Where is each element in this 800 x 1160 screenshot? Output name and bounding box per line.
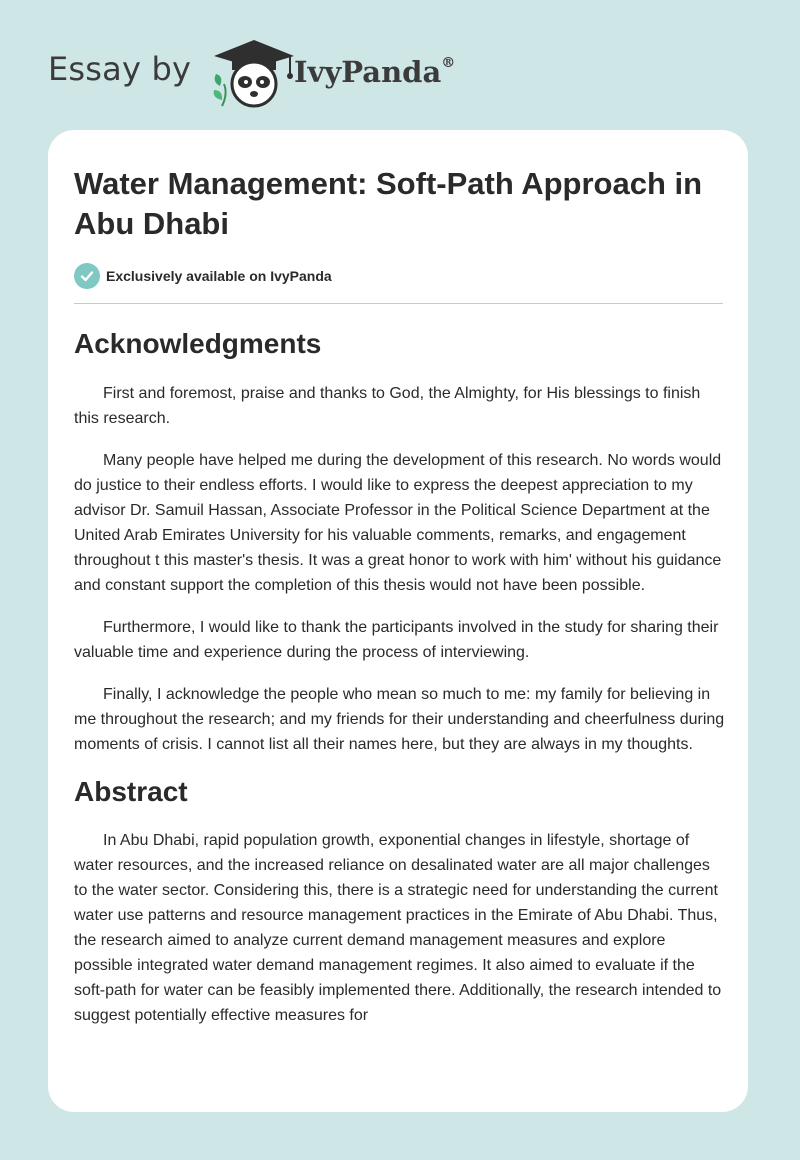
badge-text: Exclusively available on IvyPanda xyxy=(106,268,332,284)
brand-prefix: Essay by xyxy=(48,50,192,88)
site-header xyxy=(0,0,800,120)
section-abstract xyxy=(74,774,726,1028)
section-heading: Acknowledgments xyxy=(74,328,322,359)
paragraph: Finally, I acknowledge the people who mean so much to me: my family for believing in me throughout the research; and my friends for their understanding and cheerfulness during moments of crisis. I cannot list all their names here, but they are always in my thoughts. xyxy=(74,686,725,753)
paragraph: Furthermore, I would like to thank the participants involved in the study for sharing their valuable time and experience during the process of interviewing. xyxy=(74,619,719,661)
paragraph: First and foremost, praise and thanks to God, the Almighty, for His blessings to finish this research. xyxy=(74,385,701,427)
section-heading: Abstract xyxy=(74,776,188,807)
checkmark-icon xyxy=(74,263,100,289)
section-acknowledgments xyxy=(74,326,726,757)
article-body xyxy=(74,326,726,1028)
brand-name xyxy=(294,55,455,89)
brand-name-text: IvyPanda xyxy=(294,55,442,89)
article-title: Water Management: Soft-Path Approach in Abu Dhabi xyxy=(74,166,703,241)
paragraph: Many people have helped me during the development of this research. No words would do justice to their endless efforts. I would like to express the deepest appreciation to my advisor Dr. Samuil Hassan, Associate Professor in the Political Science Department at the United Arab Emirates University for his valuable comments, remarks, and engagement throughout t this master's thesis. It was a great honor to work with him' without his guidance and constant support the completion of this thesis would not have been possible. xyxy=(74,452,722,594)
exclusive-badge xyxy=(74,263,332,289)
registered-mark: ® xyxy=(441,55,456,72)
panda-logo-icon[interactable] xyxy=(200,34,300,114)
paragraph: In Abu Dhabi, rapid population growth, exponential changes in lifestyle, shortage of water resources, and the increased reliance on desalinated water are all major challenges to the water sector. Considering this, there is a strategic need for understanding the current water use patterns and resource management practices in the Emirate of Abu Dhabi. Thus, the research aimed to analyze current demand management measures and explore possible integrated water demand management regimes. It also aimed to evaluate if the soft-path for water can be feasibly implemented there. Additionally, the research intended to suggest potentially effective measures for xyxy=(74,832,722,1024)
divider xyxy=(74,303,723,304)
article-card xyxy=(48,130,748,1112)
